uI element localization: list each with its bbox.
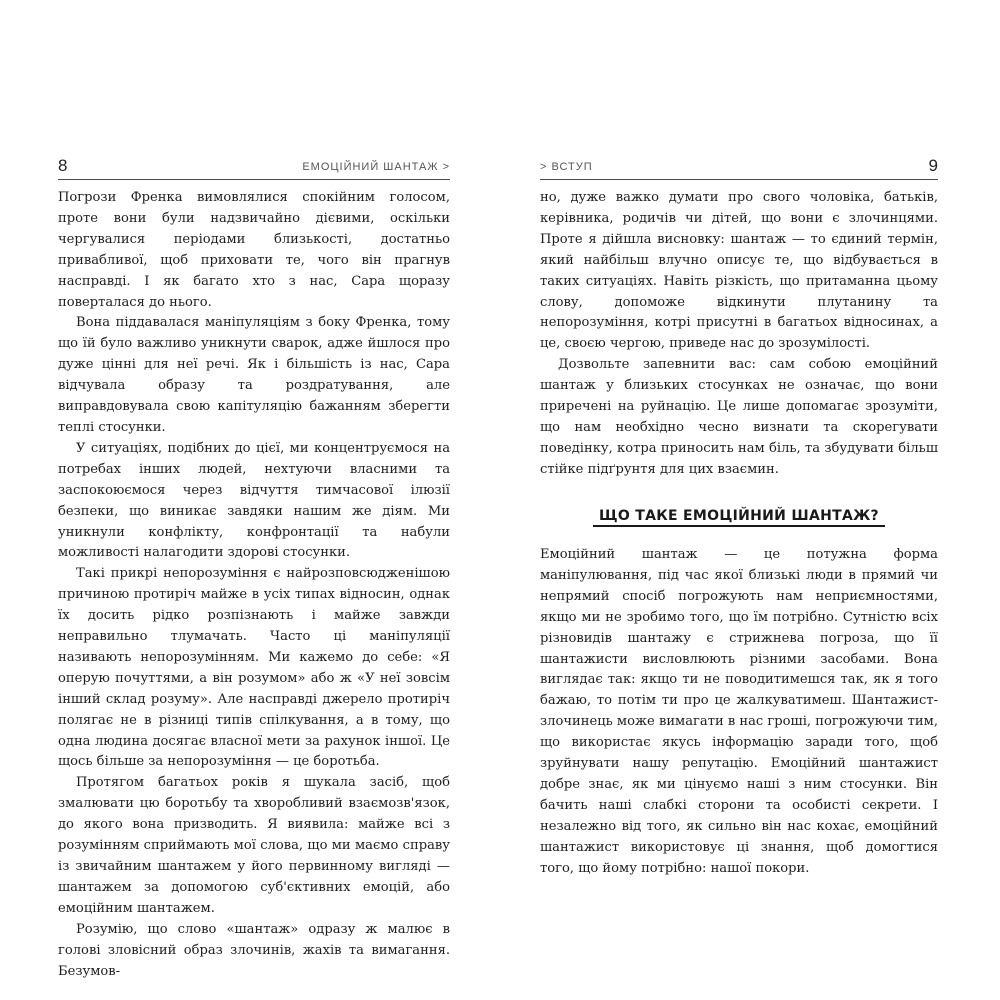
section-heading-text: ЩО ТАКЕ ЕМОЦІЙНИЙ ШАНТАЖ?	[593, 508, 885, 527]
paragraph: Погрози Френка вимовлялися спокійним голосом, проте вони були надзвичайно дієвими, оскільки чергувалися періодами близькості, достатньо привабливої, щоб приховати те, чого він прагнув насправді. І як багато хто з нас, Сара щоразу поверталася до нього.	[58, 190, 450, 310]
left-page-header	[58, 155, 450, 179]
right-page-header	[540, 155, 938, 179]
section-heading	[540, 505, 938, 524]
paragraph: У ситуаціях, подібних до цієї, ми концентруємося на потребах інших людей, нехтуючи власними та заспокоюємося через відчуття тимчасової ілюзії безпеки, що виникає завдяки нашим же діям. Ми уникнули конфлікту, конфронтації та набули можливості налагодити здорові стосунки.	[58, 440, 450, 561]
paragraph: Емоційний шантаж — це потужна форма маніпулювання, під час якої близькі люди в прямий чи непрямий спосіб погрожують нам неприємностями, якщо ми не зробимо того, що їм потрібно. Сутністю всіх різновидів шантажу є стрижнева погроза, що її шантажисти висловлюють різними засобами. Вона виглядає так: якщо ти не поводитимешся так, як я того бажаю, то потім ти про це жалкуватимеш. Шантажист-злочинець може вимагати в нас гроші, погрожуючи тим, що використає якусь інформацію заради того, щоб зруйнувати нашу репутацію. Емоційний шантажист добре знає, як ми цінуємо наші з ним стосунки. Він бачить наші слабкі сторони та особисті секрети. І незалежно від того, як сильно він нас кохає, емоційний шантажист використовує ці знання, щоб домогтися того, що йому потрібно: нашої покори.	[540, 547, 938, 876]
paragraph: Протягом багатьох років я шукала засіб, щоб змалювати цю боротьбу та хворобливий взаємозв'язок, до якого вона призводить. Я виявила: майже всі з розумінням сприймають мої слова, що ми маємо справу із звичайним шантажем у його первинному вигляді — шантажем за допомогою суб'єктивних емоцій, або емоційним шантажем.	[58, 775, 450, 916]
paragraph: Вона піддавалася маніпуляціям з боку Френка, тому що їй було важливо уникнути сварок, адже йшлося про дуже цінні для неї речі. Як і більшість із нас, Сара відчувала образу та роздратування, але виправдовувала свою капітуляцію бажанням зберегти теплі стосунки.	[58, 315, 450, 435]
left-page-body	[58, 188, 450, 982]
right-page-body	[540, 188, 938, 481]
page-number: 8	[58, 156, 68, 175]
header-rule	[58, 179, 450, 180]
running-title: ЕМОЦІЙНИЙ ШАНТАЖ >	[302, 161, 450, 173]
paragraph: но, дуже важко думати про свого чоловіка, батьків, керівника, родичів чи дітей, що вони є злочинцями. Проте я дійшла висновку: шантаж — то єдиний термін, який найбільш влучно описує те, що відбувається в таких ситуаціях. Навіть різкість, що притаманна цьому слову, допоможе відкинути плутанину та непорозуміння, котрі присутні в багатьох відносинах, а це, своєю чергою, приведе нас до зрозумілості.	[540, 190, 938, 352]
page-number: 9	[928, 156, 938, 175]
header-rule	[540, 179, 938, 180]
paragraph: Такі прикрі непорозуміння є найрозповсюдженішою причиною протиріч майже в усіх типах відносин, однак їх досить рідко розпізнають і майже завжди неправильно тлумачать. Часто ці маніпуляції називають непорозумінням. Ми кажемо до себе: «Я оперую почуттями, а він розумом» або ж «У неї зовсім інший склад розуму». Але насправді джерело протиріч полягає не в різниці типів спілкування, а в тому, що одна людина досягає власної мети за рахунок іншої. Це щось більше за непорозуміння — це боротьба.	[58, 566, 450, 770]
right-page-section-body	[540, 545, 938, 880]
paragraph: Розумію, що слово «шантаж» одразу ж малює в голові зловісний образ злочинів, жахів та вимагання. Безумов-	[58, 921, 450, 979]
running-title: > ВСТУП	[540, 161, 593, 173]
paragraph: Дозвольте запевнити вас: сам собою емоційний шантаж у близьких стосунках не означає, що вони приречені на руйнацію. Це лише допомагає зрозуміти, що нам необхідно чесно визнати та скорегувати поведінку, котра приносить нам біль, та збудувати більш стійке підґрунтя для цих взаємин.	[540, 357, 938, 477]
